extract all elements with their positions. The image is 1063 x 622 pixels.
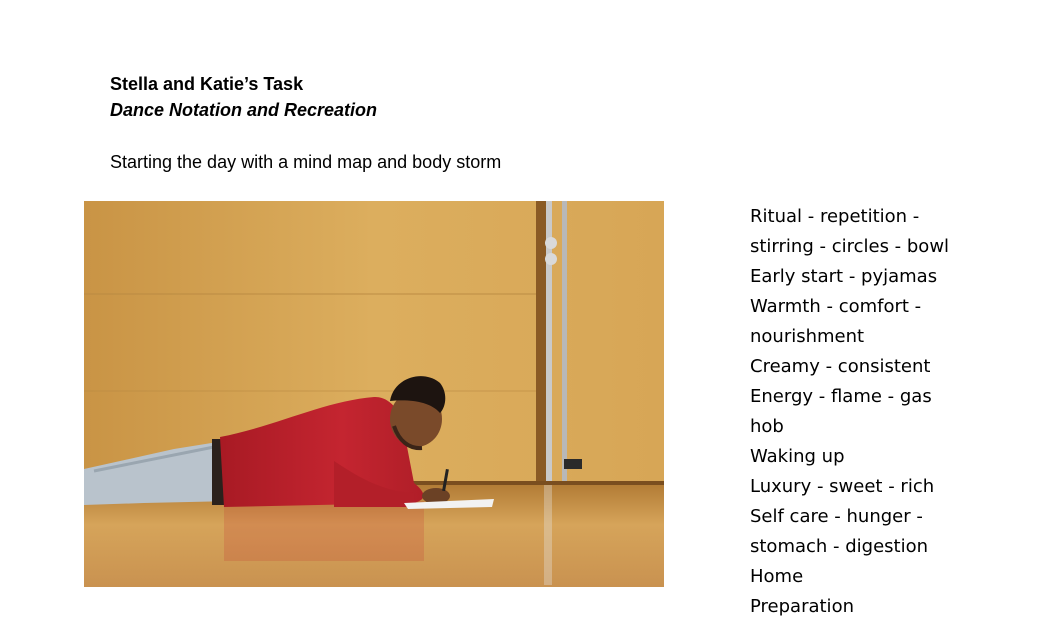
intro-text: Starting the day with a mind map and body storm xyxy=(110,152,502,172)
document-title: Stella and Katie’s Task xyxy=(110,74,304,94)
keyword-item: Luxury - sweet - rich xyxy=(750,476,935,497)
keyword-item: stomach - digestion xyxy=(750,536,929,557)
document-subtitle: Dance Notation and Recreation xyxy=(110,100,378,120)
keyword-item: Ritual - repetition - xyxy=(750,206,920,227)
keyword-item: stirring - circles - bowl xyxy=(750,236,950,257)
keyword-item: Self care - hunger - xyxy=(750,506,923,527)
keyword-item: Waking up xyxy=(750,446,845,467)
keyword-item: nourishment xyxy=(750,326,865,347)
keyword-item: Preparation xyxy=(750,596,854,617)
keyword-item: Energy - flame - gas xyxy=(750,386,932,407)
keyword-item: Warmth - comfort - xyxy=(750,296,922,317)
keyword-item: Early start - pyjamas xyxy=(750,266,938,287)
keyword-list xyxy=(750,202,949,622)
keyword-item: Home xyxy=(750,566,804,587)
keyword-item: Creamy - consistent xyxy=(750,356,931,377)
keyword-item: hob xyxy=(750,416,784,437)
dancer-writing-photo xyxy=(84,201,664,587)
